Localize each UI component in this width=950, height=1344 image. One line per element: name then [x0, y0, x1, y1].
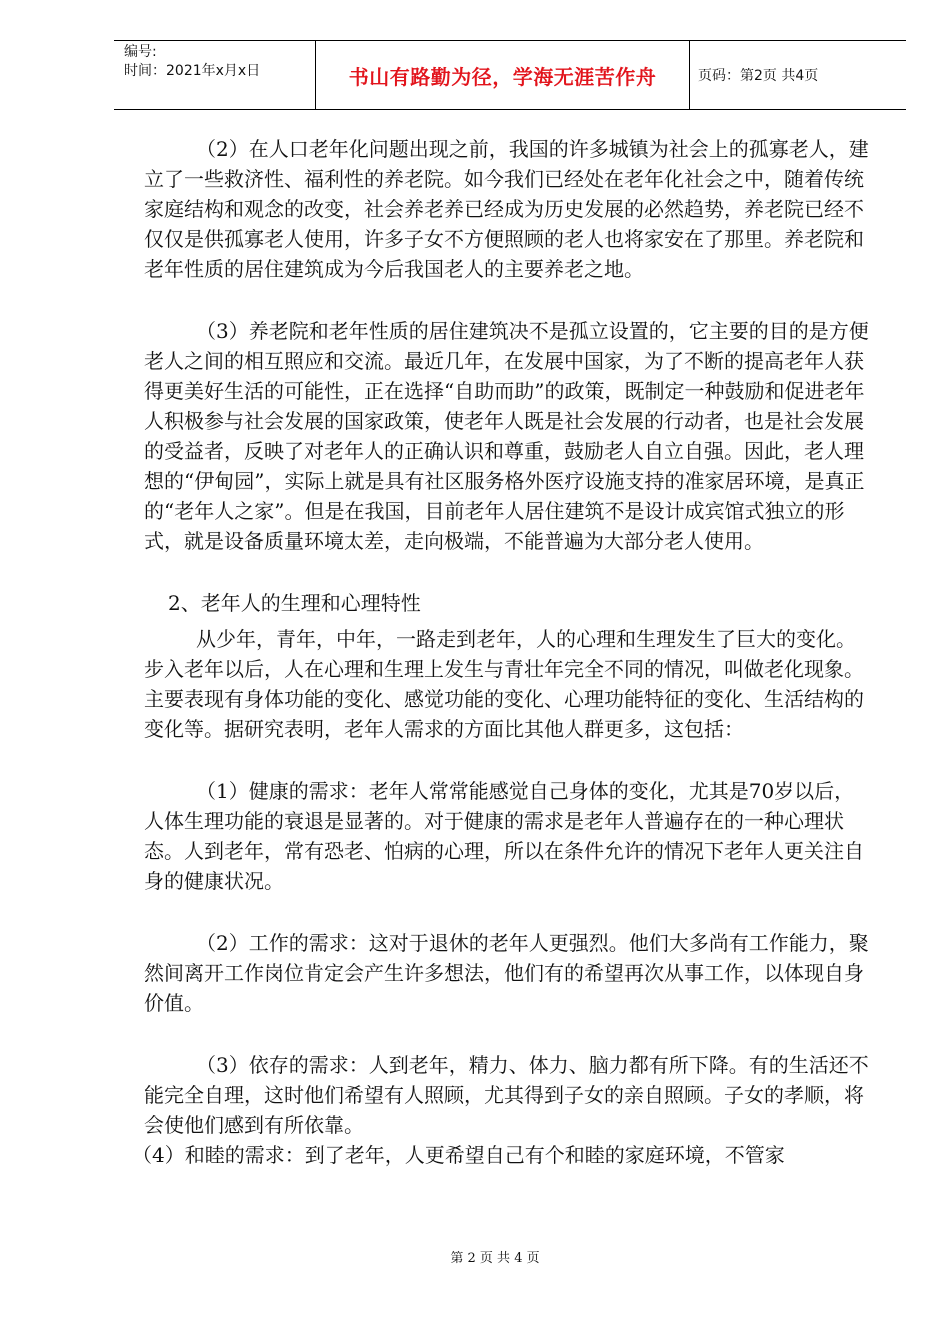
header-page-info: 页码：第2页 共4页 — [698, 68, 819, 84]
section-heading: 2、老年人的生理和心理特性 — [168, 591, 421, 615]
page-header — [114, 40, 906, 110]
paragraph-residential-buildings: （3）养老院和老年性质的居住建筑决不是孤立设置的，它主要的目的是方便老人之间的相互照应和交流。最近几年，在发展中国家，为了不断的提高老年人获得更美好生活的可能性，正在选择“自助而助”的政策，既制定一种鼓励和促进老年人积极参与社会发展的国家政策，使老年人既是社会发展的行动者，也是社会发展的受益者，反映了对老年人的正确认识和尊重，鼓励老人自立自强。因此，老人理想的“伊甸园”，实际上就是具有社区服务格外医疗设施支持的准家居环境，是真正的“老年人之家”。但是在我国，目前老年人居住建筑不是设计成宾馆式独立的形式，就是设备质量环境太差，走向极端，不能普遍为大部分老人使用。 — [144, 319, 869, 553]
paragraph-aging-changes: 从少年，青年，中年，一路走到老年，人的心理和生理发生了巨大的变化。步入老年以后，人在心理和生理上发生与青壮年完全不同的情况，叫做老化现象。主要表现有身体功能的变化、感觉功能的变化、心理功能特征的变化、生活结构的变化等。据研究表明，老年人需求的方面比其他人群更多，这包括： — [144, 627, 864, 741]
paragraph-harmony-need: （4）和睦的需求：到了老年，人更希望自己有个和睦的家庭环境，不管家 — [132, 1143, 785, 1167]
paragraph-dependence-need: （3）依存的需求：人到老年，精力、体力、脑力都有所下降。有的生活还不能完全自理，这时他们希望有人照顾，尤其得到子女的亲自照顾。子女的孝顺，将会使他们感到有所依靠。 — [144, 1053, 869, 1137]
header-meta — [114, 41, 316, 109]
paragraph-nursing-homes: （2）在人口老年化问题出现之前，我国的许多城镇为社会上的孤寡老人，建立了一些救济性、福利性的养老院。如今我们已经处在老年化社会之中，随着传统家庭结构和观念的改变，社会养老养已经成为历史发展的必然趋势，养老院已经不仅仅是供孤寡老人使用，许多子女不方便照顾的老人也将家安在了那里。养老院和老年性质的居住建筑成为今后我国老人的主要养老之地。 — [144, 137, 869, 281]
header-motto: 书山有路勤为径，学海无涯苦作舟 — [316, 41, 690, 109]
paragraph-health-need: （1）健康的需求：老年人常常能感觉自己身体的变化，尤其是70岁以后，人体生理功能的衰退是显著的。对于健康的需求是老年人普遍存在的一种心理状态。人到老年，常有恐老、怕病的心理，所以在条件允许的情况下老年人更关注自身的健康状况。 — [144, 779, 864, 893]
number-label: 编号: — [124, 44, 157, 60]
paragraph-work-need: （2）工作的需求：这对于退休的老年人更强烈。他们大多尚有工作能力，聚然间离开工作岗位肯定会产生许多想法，他们有的希望再次从事工作，以体现自身价值。 — [144, 931, 869, 1015]
page-footer: 第 2 页 共 4 页 — [450, 1251, 540, 1266]
time-label: 时间：2021年x月x日 — [124, 63, 261, 79]
document-body — [132, 134, 874, 1170]
